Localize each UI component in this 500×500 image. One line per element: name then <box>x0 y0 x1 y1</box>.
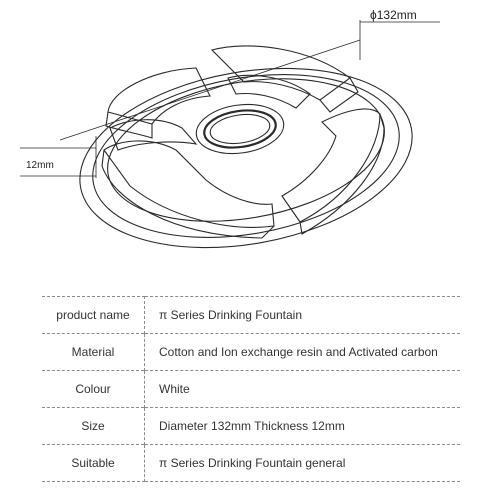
spec-value: Cotton and Ion exchange resin and Activated carbon <box>145 334 461 371</box>
spec-row-colour <box>42 371 460 408</box>
spec-row-product-name <box>42 297 460 334</box>
center-hub-outer <box>193 99 287 159</box>
spec-label: Size <box>42 408 145 445</box>
spec-value: Diameter 132mm Thickness 12mm <box>145 408 461 445</box>
blade-bottom <box>104 141 274 227</box>
spec-label: product name <box>42 297 145 334</box>
base-disk <box>96 59 395 242</box>
spec-label: Colour <box>42 371 145 408</box>
spec-row-size <box>42 408 460 445</box>
thickness-label: 12mm <box>26 160 54 171</box>
spec-row-material <box>42 334 460 371</box>
spec-value: π Series Drinking Fountain general <box>145 445 461 482</box>
spec-value: π Series Drinking Fountain <box>145 297 461 334</box>
spec-label: Suitable <box>42 445 145 482</box>
spec-table <box>42 296 460 482</box>
blade-right <box>282 109 380 222</box>
diameter-line <box>60 40 360 140</box>
spec-label: Material <box>42 334 145 371</box>
spec-value: White <box>145 371 461 408</box>
diameter-label: ϕ132mm <box>370 8 417 22</box>
spec-row-suitable <box>42 445 460 482</box>
outer-ring-inner <box>80 52 412 259</box>
